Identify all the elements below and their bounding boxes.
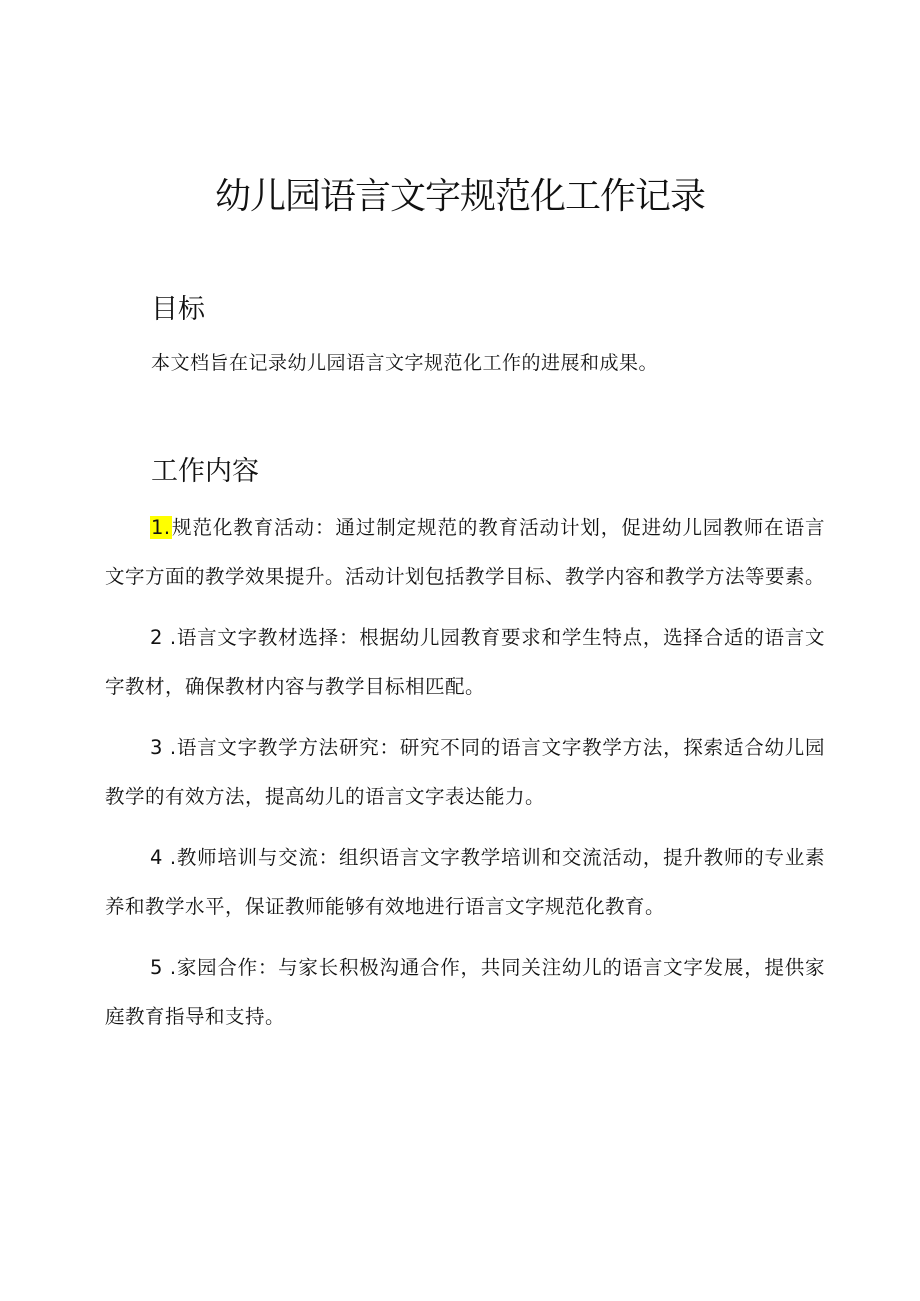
list-item-number: 2 .: [150, 626, 177, 649]
list-item-number: 5 .: [150, 956, 177, 979]
list-item: [105, 943, 825, 1041]
section-heading-work-content: 工作内容: [151, 456, 259, 487]
list-item-number-highlighted: 1.: [151, 516, 171, 539]
goal-paragraph: 本文档旨在记录幼儿园语言文字规范化工作的进展和成果。: [151, 352, 659, 374]
list-item: [105, 723, 825, 821]
list-item-text: 家园合作：与家长积极沟通合作，共同关注幼儿的语言文字发展，提供家庭教育指导和支持。: [105, 956, 825, 1028]
list-item-number: 3 .: [150, 736, 177, 759]
work-content-list: [105, 503, 825, 1053]
list-item: [105, 503, 825, 601]
list-item-text: 语言文字教学方法研究：研究不同的语言文字教学方法，探索适合幼儿园教学的有效方法，提高幼儿的语言文字表达能力。: [105, 736, 825, 808]
section-heading-goal: 目标: [151, 294, 205, 325]
list-item: [105, 833, 825, 931]
document-title: 幼儿园语言文字规范化工作记录: [214, 176, 705, 217]
list-item-number: 4 .: [150, 846, 177, 869]
list-item-text: 语言文字教材选择：根据幼儿园教育要求和学生特点，选择合适的语言文字教材，确保教材内容与教学目标相匹配。: [105, 626, 825, 698]
list-item-text: 规范化教育活动：通过制定规范的教育活动计划，促进幼儿园教师在语言文字方面的教学效果提升。活动计划包括教学目标、教学内容和教学方法等要素。: [105, 516, 826, 588]
list-item: [105, 613, 825, 711]
list-item-text: 教师培训与交流：组织语言文字教学培训和交流活动，提升教师的专业素养和教学水平，保证教师能够有效地进行语言文字规范化教育。: [105, 846, 825, 918]
